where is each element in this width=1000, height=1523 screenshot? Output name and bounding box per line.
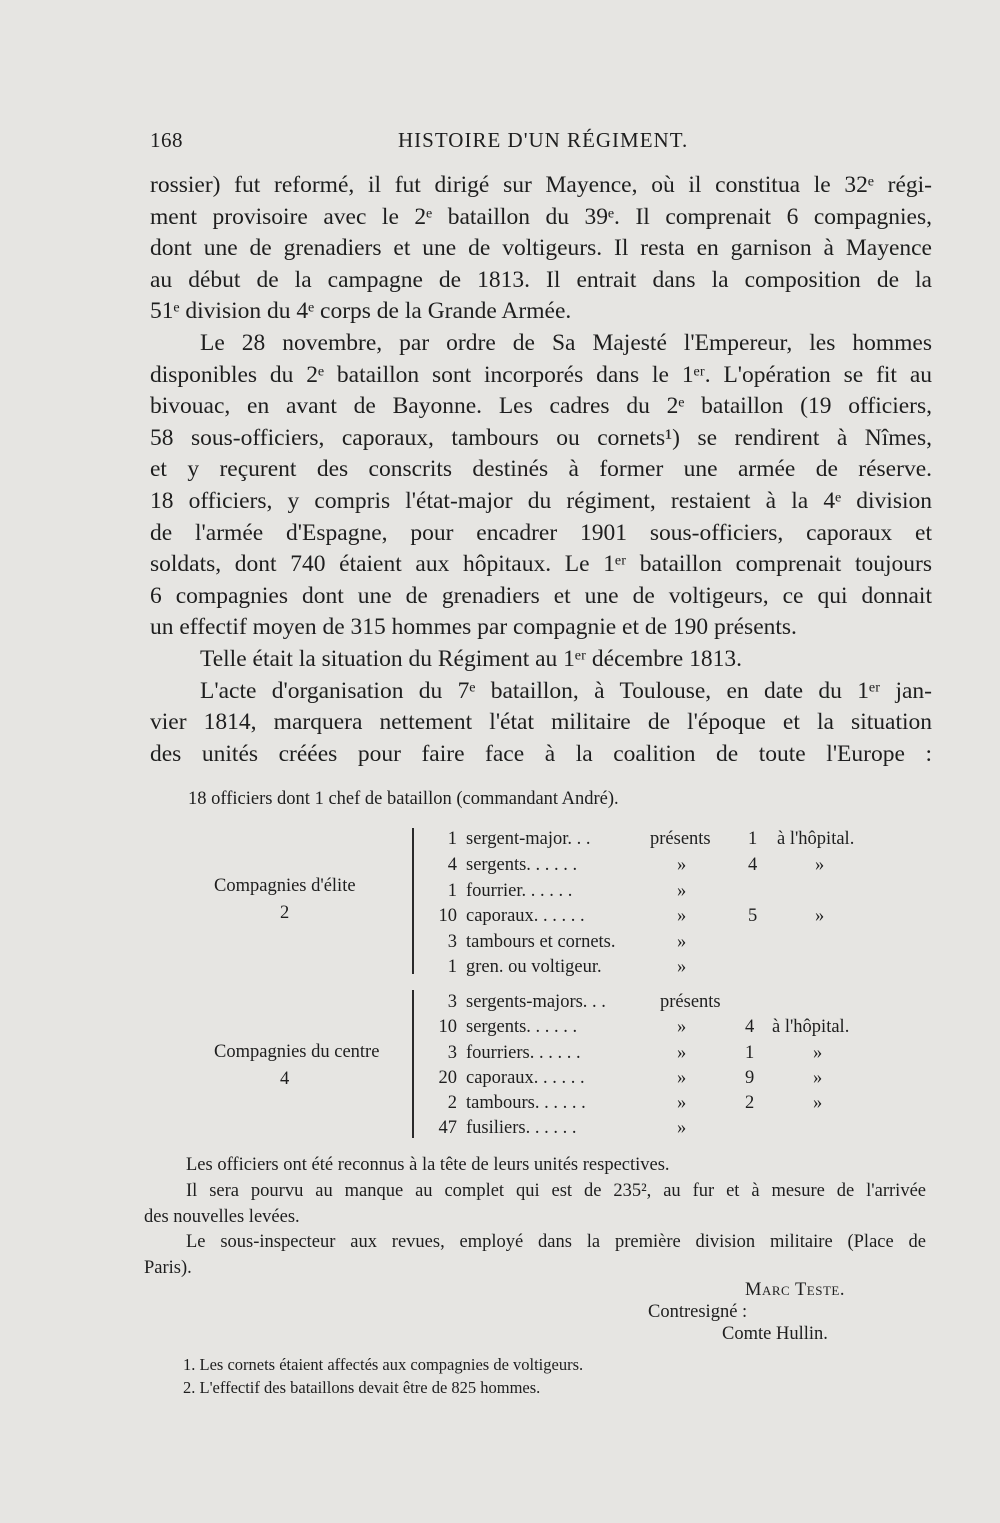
qty: 4 bbox=[447, 855, 457, 875]
footnote-1: 1. Les cornets étaient affectés aux compagnies de voltigeurs. bbox=[183, 1355, 584, 1374]
hospital-label: » bbox=[815, 906, 825, 926]
item: fusiliers. . . . . . bbox=[466, 1118, 577, 1138]
present: » bbox=[677, 906, 687, 926]
centre-brace bbox=[412, 990, 414, 1138]
item: fourriers. . . . . . bbox=[466, 1043, 581, 1063]
qty: 1 bbox=[447, 829, 457, 849]
qty: 20 bbox=[438, 1068, 457, 1088]
qty: 47 bbox=[438, 1118, 457, 1138]
hospital-label: à l'hôpital. bbox=[772, 1017, 850, 1037]
hospital-label: » bbox=[813, 1043, 823, 1063]
text-line: 6 compagnies dont une de grenadiers et une de voltigeurs, ce qui donnait bbox=[150, 582, 932, 609]
qty: 1 bbox=[447, 881, 457, 901]
text-line: de l'armée d'Espagne, pour encadrer 1901 sous-officiers, caporaux et bbox=[150, 519, 932, 546]
elite-count: 2 bbox=[280, 903, 290, 923]
text-line: et y reçurent des conscrits destinés à former une armée de réserve. bbox=[150, 456, 932, 483]
text-line: un effectif moyen de 315 hommes par compagnie et de 190 présents. bbox=[150, 614, 797, 641]
body-text bbox=[150, 170, 932, 770]
closing-line: Le sous-inspecteur aux revues, employé dans la première division militaire (Place de bbox=[186, 1232, 926, 1252]
elite-brace bbox=[412, 828, 414, 974]
countersign-name: Comte Hullin. bbox=[722, 1324, 828, 1344]
text-line: disponibles du 2ᵉ bataillon sont incorporés dans le 1ᵉʳ. L'opération se fit au bbox=[150, 361, 932, 388]
text-line: Le 28 novembre, par ordre de Sa Majesté l'Empereur, les hommes bbox=[200, 329, 932, 356]
hospital-label: » bbox=[813, 1068, 823, 1088]
qty: 10 bbox=[438, 1017, 457, 1037]
hospital-count: 9 bbox=[745, 1068, 755, 1088]
hospital-count: 4 bbox=[745, 1017, 755, 1037]
hospital-count: 1 bbox=[745, 1043, 755, 1063]
signature-name: Marc Teste. bbox=[745, 1280, 845, 1300]
elite-label: Compagnies d'élite bbox=[214, 876, 356, 896]
item: sergents. . . . . . bbox=[466, 1017, 578, 1037]
hospital-label: » bbox=[813, 1093, 823, 1113]
present: » bbox=[677, 1043, 687, 1063]
hospital-count: 5 bbox=[748, 906, 758, 926]
present: présents bbox=[660, 992, 721, 1012]
hospital-count: 4 bbox=[748, 855, 758, 875]
text-line: des unités créées pour faire face à la coalition de toute l'Europe : bbox=[150, 740, 932, 767]
text-line: vier 1814, marquera nettement l'état militaire de l'époque et la situation bbox=[150, 709, 932, 736]
present: » bbox=[677, 932, 687, 952]
text-line: bivouac, en avant de Bayonne. Les cadres du 2ᵉ bataillon (19 officiers, bbox=[150, 393, 932, 420]
present: » bbox=[677, 855, 687, 875]
page-number: 168 bbox=[150, 128, 183, 152]
item: fourrier. . . . . . bbox=[466, 881, 573, 901]
text-line: L'acte d'organisation du 7ᵉ bataillon, à Toulouse, en date du 1ᵉʳ jan- bbox=[200, 677, 932, 704]
present: » bbox=[677, 1068, 687, 1088]
present: » bbox=[677, 1017, 687, 1037]
item: caporaux. . . . . . bbox=[466, 1068, 585, 1088]
qty: 3 bbox=[447, 1043, 457, 1063]
text-line: dont une de grenadiers et une de voltigeurs. Il resta en garnison à Mayence bbox=[150, 235, 932, 262]
footnote-2: 2. L'effectif des bataillons devait être de 825 hommes. bbox=[183, 1378, 541, 1397]
present: » bbox=[677, 957, 687, 977]
hospital-count: 2 bbox=[745, 1093, 755, 1113]
present: présents bbox=[650, 829, 711, 849]
text-line: soldats, dont 740 étaient aux hôpitaux. Le 1ᵉʳ bataillon comprenait toujours bbox=[150, 551, 932, 578]
qty: 10 bbox=[438, 906, 457, 926]
centre-count: 4 bbox=[280, 1069, 290, 1089]
closing-line: Les officiers ont été reconnus à la tête de leurs unités respectives. bbox=[186, 1155, 670, 1175]
hospital-label: » bbox=[815, 855, 825, 875]
text-line: au début de la campagne de 1813. Il entrait dans la composition de la bbox=[150, 266, 932, 293]
text-line: 18 officiers, y compris l'état-major du régiment, restaient à la 4ᵉ division bbox=[150, 487, 932, 514]
present: » bbox=[677, 1118, 687, 1138]
text-line: 51ᵉ division du 4ᵉ corps de la Grande Armée. bbox=[150, 298, 572, 325]
text-line: 58 sous-officiers, caporaux, tambours ou cornets¹) se rendirent à Nîmes, bbox=[150, 424, 932, 451]
qty: 1 bbox=[447, 957, 457, 977]
countersign-label: Contresigné : bbox=[648, 1302, 748, 1322]
text-line: ment provisoire avec le 2ᵉ bataillon du 39ᵉ. Il comprenait 6 compagnies, bbox=[150, 203, 932, 230]
text-line: rossier) fut reformé, il fut dirigé sur Mayence, où il constitua le 32ᵉ régi- bbox=[150, 172, 932, 198]
officers-line: 18 officiers dont 1 chef de bataillon (commandant André). bbox=[188, 789, 619, 809]
item: gren. ou voltigeur. bbox=[466, 957, 602, 977]
qty: 3 bbox=[447, 992, 457, 1012]
qty: 2 bbox=[447, 1093, 457, 1113]
item: caporaux. . . . . . bbox=[466, 906, 585, 926]
text-line: Telle était la situation du Régiment au 1ᵉʳ décembre 1813. bbox=[200, 645, 742, 672]
closing-line: des nouvelles levées. bbox=[144, 1207, 300, 1227]
item: sergents-majors. . . bbox=[466, 992, 606, 1012]
item: tambours et cornets. bbox=[466, 932, 616, 952]
hospital-label: à l'hôpital. bbox=[777, 829, 855, 849]
present: » bbox=[677, 881, 687, 901]
item: sergents. . . . . . bbox=[466, 855, 578, 875]
present: » bbox=[677, 1093, 687, 1113]
item: tambours. . . . . . bbox=[466, 1093, 586, 1113]
qty: 3 bbox=[447, 932, 457, 952]
closing-line: Paris). bbox=[144, 1258, 192, 1278]
running-title: HISTOIRE D'UN RÉGIMENT. bbox=[398, 128, 689, 152]
item: sergent-major. . . bbox=[466, 829, 591, 849]
centre-label: Compagnies du centre bbox=[214, 1042, 380, 1062]
hospital-count: 1 bbox=[748, 829, 758, 849]
closing-line: Il sera pourvu au manque au complet qui est de 235², au fur et à mesure de l'arrivée bbox=[186, 1181, 926, 1201]
